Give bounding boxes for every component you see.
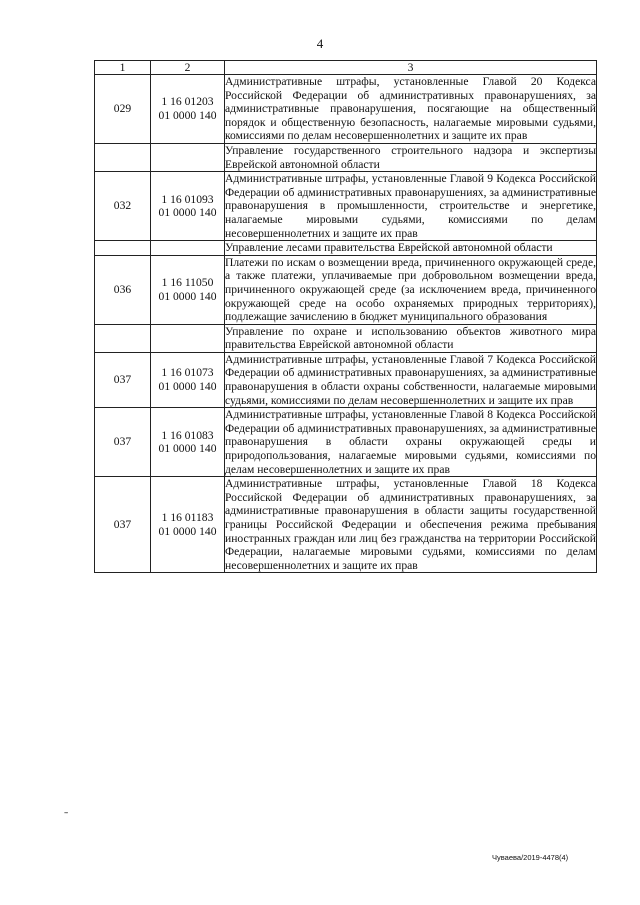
footnote-mark: -- <box>64 808 68 817</box>
admin-code <box>95 143 151 171</box>
kbk-line-2: 01 0000 140 <box>158 206 217 220</box>
table-row <box>95 172 597 241</box>
revenue-table <box>94 60 597 573</box>
kbk-line-1: 1 16 01093 <box>161 192 214 206</box>
admin-code: 036 <box>95 255 151 324</box>
admin-code: 037 <box>95 477 151 573</box>
kbk-code <box>151 352 225 407</box>
column-header-1: 1 <box>95 61 151 75</box>
description: Административные штрафы, установленные Главой 7 Кодекса Российской Федерации об административных правонарушениях, за административные правонарушения в области охраны собственности, налагаемые мировыми судьями, комиссиями по делам несовершеннолетних и защите их прав <box>225 352 596 407</box>
kbk-code <box>151 75 225 144</box>
table-row <box>95 75 597 144</box>
table-row <box>95 241 597 256</box>
table-row <box>95 324 597 352</box>
kbk-line-1: 1 16 11050 <box>161 276 214 290</box>
document-footer-id: Чуваева/2019-4478(4) <box>492 853 569 862</box>
kbk-line-1: 1 16 01183 <box>161 511 214 525</box>
description: Платежи по искам о возмещении вреда, причиненного окружающей среде, а также платежи, уплачиваемые при добровольном возмещении вреда, причиненного окружающей среде (за исключением вреда, причиненного окружающей среде на особо охраняемых природных территориях), подлежащие зачислению в бюджет муниципального образования <box>225 255 596 324</box>
kbk-line-1: 1 16 01083 <box>161 428 214 442</box>
kbk-code <box>151 408 225 477</box>
kbk-line-2: 01 0000 140 <box>158 442 217 456</box>
table-header-row <box>95 61 597 75</box>
description: Управление по охране и использованию объектов животного мира правительства Еврейской автономной области <box>225 324 596 352</box>
kbk-code <box>151 241 225 256</box>
page-number: 4 <box>316 36 324 51</box>
description: Административные штрафы, установленные Главой 20 Кодекса Российской Федерации об административных правонарушениях, за административные правонарушения, посягающие на общественный порядок и общественную безопасность, налагаемые мировыми судьями, комиссиями по делам несовершеннолетних и защите их прав <box>225 75 596 143</box>
table-row <box>95 352 597 407</box>
description: Административные штрафы, установленные Главой 8 Кодекса Российской Федерации об административных правонарушениях, за административные правонарушения в области охраны окружающей среды и природопользования, налагаемые мировыми судьями, комиссиями по делам несовершеннолетних и защите их прав <box>225 408 596 476</box>
kbk-code <box>151 324 225 352</box>
description: Управление лесами правительства Еврейской автономной области <box>225 241 597 256</box>
admin-code: 029 <box>95 75 151 144</box>
admin-code <box>95 241 151 256</box>
description: Управление государственного строительного надзора и экспертизы Еврейской автономной области <box>225 143 596 171</box>
kbk-line-2: 01 0000 140 <box>158 108 217 122</box>
table-row <box>95 143 597 171</box>
kbk-code <box>151 172 225 241</box>
column-header-2: 2 <box>151 61 225 75</box>
description: Административные штрафы, установленные Главой 18 Кодекса Российской Федерации об административных правонарушениях, за административные правонарушения в области защиты государственной границы Российской Федерации и обеспечения режима пребывания иностранных граждан или лиц без гражданства на территории Российской Федерации, налагаемые мировыми судьями, комиссиями по делам несовершеннолетних и защите их прав <box>225 477 596 572</box>
kbk-line-1: 1 16 01203 <box>161 95 214 109</box>
admin-code: 037 <box>95 408 151 477</box>
kbk-code <box>151 255 225 324</box>
table-row <box>95 477 597 573</box>
admin-code: 032 <box>95 172 151 241</box>
kbk-line-2: 01 0000 140 <box>158 289 217 303</box>
admin-code: 037 <box>95 352 151 407</box>
kbk-line-2: 01 0000 140 <box>158 380 217 394</box>
admin-code <box>95 324 151 352</box>
description: Административные штрафы, установленные Главой 9 Кодекса Российской Федерации об административных правонарушениях, за административные правонарушения в промышленности, строительстве и энергетике, налагаемые мировыми судьями, комиссиями по делам несовершеннолетних и защите их прав <box>225 172 596 240</box>
kbk-code <box>151 477 225 573</box>
kbk-line-1: 1 16 01073 <box>161 366 214 380</box>
kbk-code <box>151 143 225 171</box>
kbk-line-2: 01 0000 140 <box>158 524 217 538</box>
column-header-3: 3 <box>225 61 597 75</box>
table-row <box>95 408 597 477</box>
table-row <box>95 255 597 324</box>
